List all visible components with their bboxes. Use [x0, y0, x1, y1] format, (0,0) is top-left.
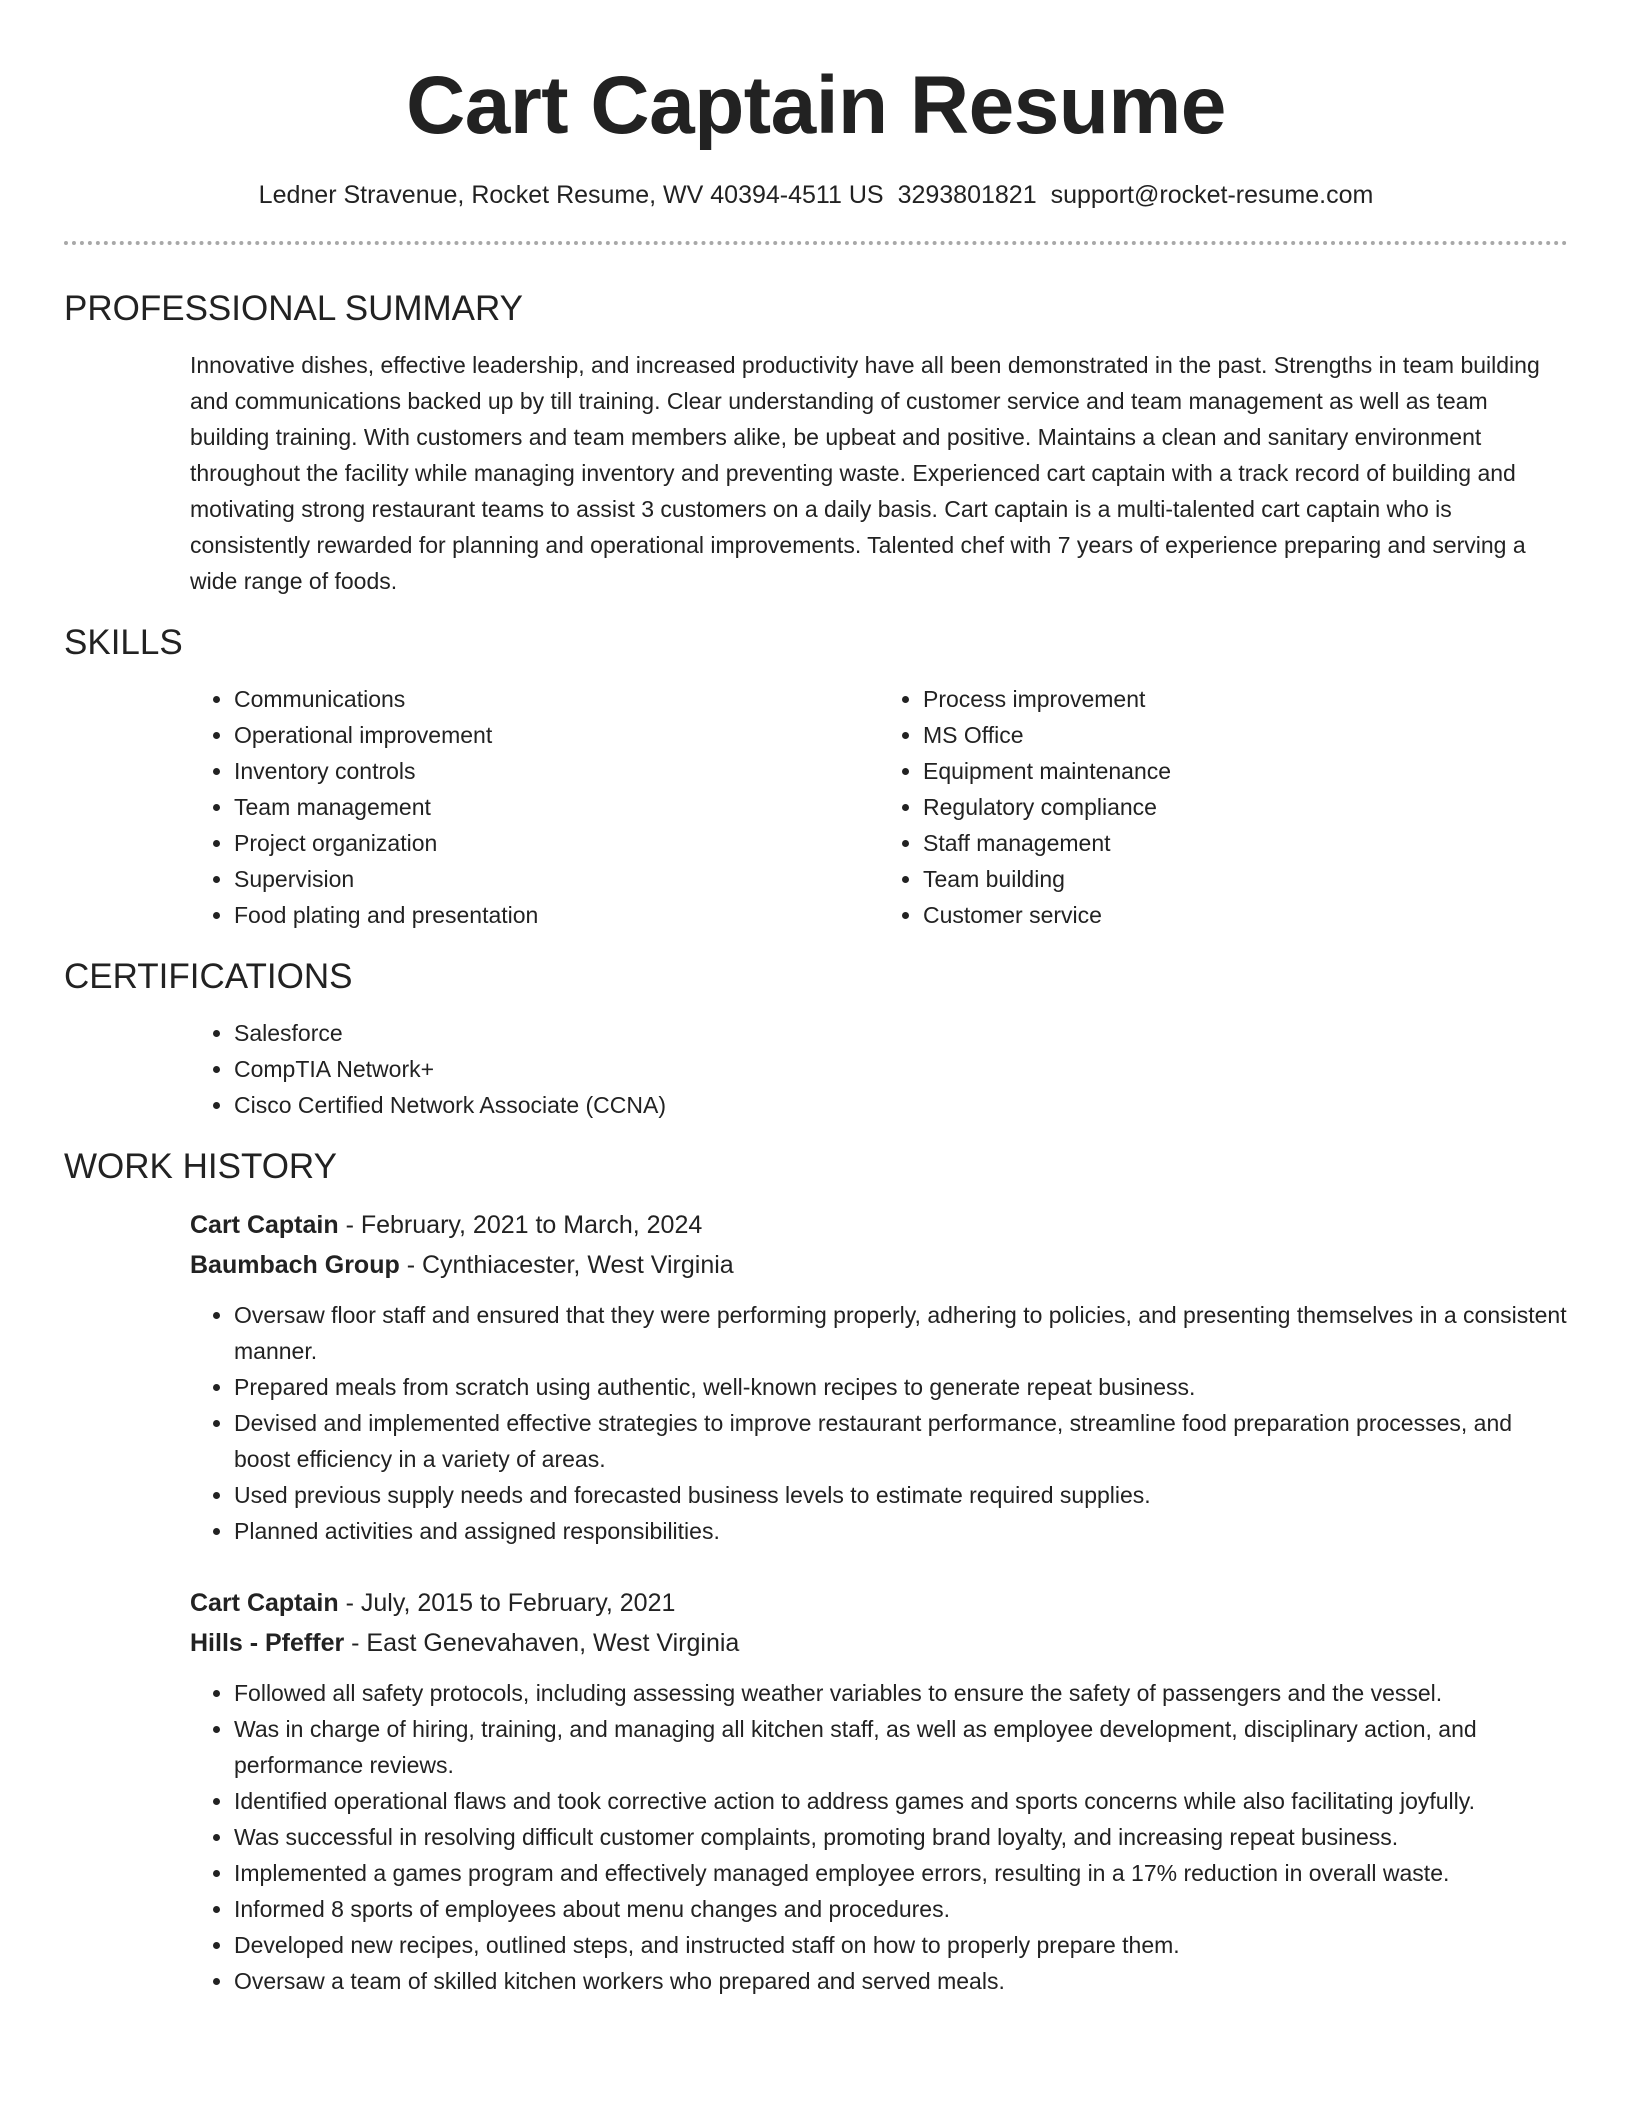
skill-item: • Staff management: [923, 825, 1568, 861]
job-dates: - February, 2021 to March, 2024: [338, 1211, 703, 1239]
contact-address: Ledner Stravenue, Rocket Resume, WV 40394-4511 US: [258, 181, 884, 209]
skill-item: • Project organization: [234, 825, 879, 861]
section-title-skills: SKILLS: [64, 623, 183, 662]
skill-item: • Equipment maintenance: [923, 753, 1568, 789]
header-divider: [64, 241, 1568, 245]
skills-list-right: [879, 681, 1568, 933]
skill-item: • Regulatory compliance: [923, 789, 1568, 825]
certification-item: • CompTIA Network+: [234, 1051, 1568, 1087]
skill-item: • Communications: [234, 681, 879, 717]
skill-item: • MS Office: [923, 717, 1568, 753]
job-title-line: [190, 1205, 1568, 1245]
job-bullet: • Implemented a games program and effectively managed employee errors, resulting in a 17% reduction in overall waste.: [234, 1855, 1568, 1891]
job-location: - Cynthiacester, West Virginia: [399, 1251, 734, 1279]
section-title-summary: PROFESSIONAL SUMMARY: [64, 289, 523, 328]
contact-phone: 3293801821: [897, 181, 1037, 209]
skill-item: • Team management: [234, 789, 879, 825]
job-bullet: • Oversaw a team of skilled kitchen workers who prepared and served meals.: [234, 1963, 1568, 1999]
skill-item: • Customer service: [923, 897, 1568, 933]
job-bullet: • Oversaw floor staff and ensured that they were performing properly, adhering to policies, and presenting themselves in a consistent manner.: [234, 1297, 1568, 1369]
job-bullet: • Devised and implemented effective strategies to improve restaurant performance, streamline food preparation processes, and boost efficiency in a variety of areas.: [234, 1405, 1568, 1477]
job-bullet: • Planned activities and assigned responsibilities.: [234, 1513, 1568, 1549]
job-entry: [190, 1583, 1568, 1999]
section-title-certifications: CERTIFICATIONS: [64, 957, 353, 996]
job-title: Cart Captain: [190, 1211, 339, 1239]
certification-item: • Salesforce: [234, 1015, 1568, 1051]
job-company: Hills - Pfeffer: [190, 1629, 345, 1657]
skill-item: • Operational improvement: [234, 717, 879, 753]
skills-list-left: [190, 681, 879, 933]
certifications-list: [190, 1015, 1568, 1123]
job-bullets: [190, 1675, 1568, 1999]
skill-item: • Supervision: [234, 861, 879, 897]
job-bullet: • Used previous supply needs and forecasted business levels to estimate required supplies.: [234, 1477, 1568, 1513]
job-dates: - July, 2015 to February, 2021: [338, 1589, 676, 1617]
job-company-line: [190, 1245, 1568, 1285]
job-location: - East Genevahaven, West Virginia: [344, 1629, 740, 1657]
skills-grid: [190, 681, 1568, 933]
summary-text: Innovative dishes, effective leadership, and increased productivity have all been demonstrated in the past. Strengths in team building and communications backed up by till training. Clear understanding of customer service and team management as well as team building training. With customers and team members alike, be upbeat and positive. Maintains a clean and sanitary environment throughout the facility while managing inventory and preventing waste. Experienced cart captain with a track record of building and motivating strong restaurant teams to assist 3 customers on a daily basis. Cart captain is a multi-talented cart captain who is consistently rewarded for planning and operational improvements. Talented chef with 7 years of experience preparing and serving a wide range of foods.: [190, 352, 1540, 594]
job-bullet: • Was in charge of hiring, training, and managing all kitchen staff, as well as employee development, disciplinary action, and performance reviews.: [234, 1711, 1568, 1783]
job-entry: [190, 1205, 1568, 1549]
job-title-line: [190, 1583, 1568, 1623]
section-title-work-history: WORK HISTORY: [64, 1147, 337, 1186]
skill-item: • Process improvement: [923, 681, 1568, 717]
job-bullet: • Developed new recipes, outlined steps, and instructed staff on how to properly prepare them.: [234, 1927, 1568, 1963]
job-company: Baumbach Group: [190, 1251, 400, 1279]
job-bullet: • Prepared meals from scratch using authentic, well-known recipes to generate repeat business.: [234, 1369, 1568, 1405]
job-bullets: [190, 1297, 1568, 1549]
job-bullet: • Informed 8 sports of employees about menu changes and procedures.: [234, 1891, 1568, 1927]
job-bullet: • Followed all safety protocols, including assessing weather variables to ensure the safety of passengers and the vessel.: [234, 1675, 1568, 1711]
job-bullet: • Was successful in resolving difficult customer complaints, promoting brand loyalty, and increasing repeat business.: [234, 1819, 1568, 1855]
skill-item: • Food plating and presentation: [234, 897, 879, 933]
job-company-line: [190, 1623, 1568, 1663]
job-title: Cart Captain: [190, 1589, 339, 1617]
skill-item: • Team building: [923, 861, 1568, 897]
job-bullet: • Identified operational flaws and took corrective action to address games and sports concerns while also facilitating joyfully.: [234, 1783, 1568, 1819]
contact-email: support@rocket-resume.com: [1050, 181, 1374, 209]
resume-title: Cart Captain Resume: [406, 60, 1226, 151]
skill-item: • Inventory controls: [234, 753, 879, 789]
certification-item: • Cisco Certified Network Associate (CCNA): [234, 1087, 1568, 1123]
contact-line: [64, 178, 1568, 212]
